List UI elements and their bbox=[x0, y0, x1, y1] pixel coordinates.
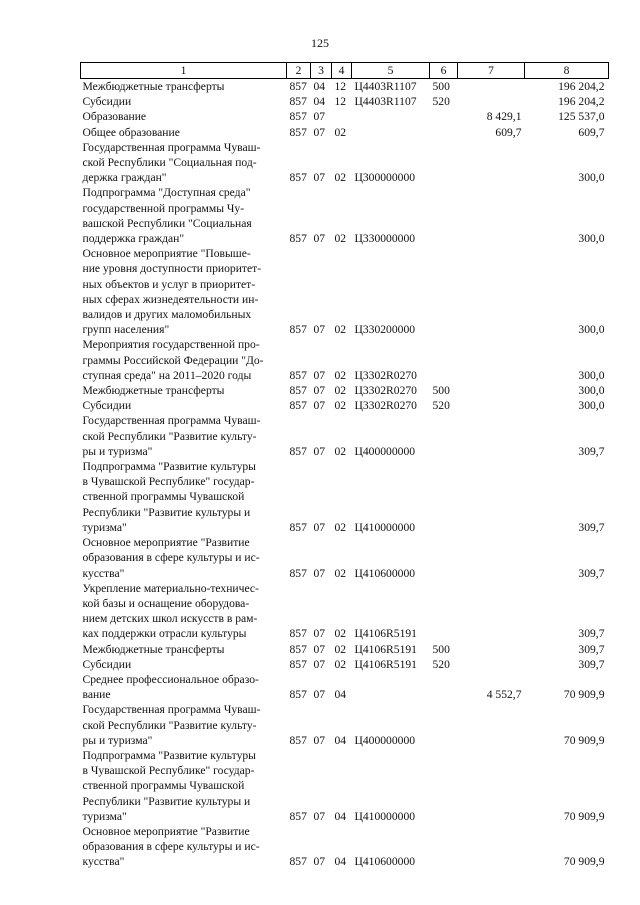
expense-type-code bbox=[430, 337, 458, 383]
row-name: Подпрограмма "Доступная среда" государственной программы Чу- вашской Республики "Социальная поддержка граждан" bbox=[82, 186, 252, 246]
row-name: Основное мероприятие "Развитие образования в сфере культуры и ис- кусства" bbox=[82, 824, 260, 869]
total-amount: 309,7 bbox=[578, 566, 605, 580]
subsection-code: 02 bbox=[334, 627, 347, 641]
section-code: 07 bbox=[313, 733, 326, 747]
expense-type-code bbox=[430, 748, 458, 824]
expense-type-code bbox=[430, 459, 458, 535]
total-amount: 609,7 bbox=[578, 125, 605, 139]
subsection-code: 04 bbox=[334, 855, 347, 869]
chapter-code: 857 bbox=[289, 232, 307, 246]
row-name: Государственная программа Чуваш- ской Республики "Развитие культу- ры и туризма" bbox=[82, 414, 261, 458]
chapter-code: 857 bbox=[289, 809, 307, 823]
subsection-code: 02 bbox=[334, 323, 347, 337]
target-article-code: Ц4106R5191 bbox=[354, 627, 417, 641]
total-amount: 300,0 bbox=[578, 232, 605, 246]
change-amount bbox=[458, 79, 525, 95]
expense-type-code bbox=[430, 672, 458, 702]
chapter-code: 857 bbox=[289, 627, 307, 641]
change-amount bbox=[458, 642, 525, 657]
table-row bbox=[81, 398, 609, 413]
total-amount: 300,0 bbox=[578, 384, 605, 398]
change-amount bbox=[458, 383, 525, 398]
chapter-code: 857 bbox=[289, 171, 307, 185]
chapter-code: 857 bbox=[289, 688, 307, 702]
chapter-code: 857 bbox=[289, 444, 307, 458]
total-amount: 196 204,2 bbox=[558, 95, 605, 109]
table-row bbox=[81, 824, 609, 870]
target-article-code: Ц4403R1107 bbox=[354, 80, 417, 93]
row-name: Мероприятия государственной про- граммы Российской Федерации "До- ступная среда" на 2011–2020 годы bbox=[82, 338, 264, 382]
table-row bbox=[81, 109, 609, 124]
target-article-code: Ц410000000 bbox=[354, 520, 416, 534]
chapter-code: 857 bbox=[289, 125, 307, 139]
header-cell: 5 bbox=[352, 63, 430, 79]
change-amount bbox=[458, 748, 525, 824]
change-amount bbox=[458, 337, 525, 383]
change-amount bbox=[458, 581, 525, 642]
row-name: Межбюджетные трансферты bbox=[82, 384, 225, 398]
section-code: 07 bbox=[313, 323, 326, 337]
row-name: Межбюджетные трансферты bbox=[82, 80, 225, 93]
table-row bbox=[81, 459, 609, 535]
table-body bbox=[81, 79, 609, 870]
row-name: Основное мероприятие "Развитие образования в сфере культуры и ис- кусства" bbox=[82, 536, 260, 580]
row-name: Общее образование bbox=[82, 125, 180, 139]
chapter-code: 857 bbox=[289, 657, 307, 671]
target-article-code: Ц410000000 bbox=[354, 809, 416, 823]
row-name: Межбюджетные трансферты bbox=[82, 642, 225, 656]
section-code: 04 bbox=[313, 80, 326, 93]
subsection-code bbox=[332, 109, 352, 124]
table-row bbox=[81, 94, 609, 109]
table-row bbox=[81, 185, 609, 246]
table-row bbox=[81, 535, 609, 581]
table-row bbox=[81, 581, 609, 642]
expense-type-code bbox=[430, 140, 458, 186]
total-amount: 309,7 bbox=[578, 520, 605, 534]
target-article-code: Ц400000000 bbox=[354, 444, 416, 458]
section-code: 07 bbox=[313, 657, 326, 671]
subsection-code: 04 bbox=[334, 733, 347, 747]
subsection-code: 04 bbox=[334, 688, 347, 702]
chapter-code: 857 bbox=[289, 399, 307, 413]
subsection-code: 02 bbox=[334, 444, 347, 458]
section-code: 07 bbox=[313, 171, 326, 185]
total-amount: 125 537,0 bbox=[558, 110, 605, 124]
section-code: 07 bbox=[313, 520, 326, 534]
target-article-code: Ц410600000 bbox=[354, 855, 416, 869]
section-code: 07 bbox=[313, 444, 326, 458]
subsection-code: 02 bbox=[334, 399, 347, 413]
subsection-code: 02 bbox=[334, 125, 347, 139]
section-code: 07 bbox=[313, 642, 326, 656]
section-code: 07 bbox=[313, 232, 326, 246]
chapter-code: 857 bbox=[289, 110, 307, 124]
header-cell: 8 bbox=[525, 63, 609, 79]
expense-type-code: 500 bbox=[432, 642, 450, 656]
target-article-code: Ц300000000 bbox=[354, 171, 416, 185]
page-number: 125 bbox=[311, 36, 329, 50]
target-article-code: Ц3302R0270 bbox=[354, 384, 417, 398]
chapter-code: 857 bbox=[289, 855, 307, 869]
subsection-code: 02 bbox=[334, 657, 347, 671]
subsection-code: 02 bbox=[334, 566, 347, 580]
row-name: Субсидии bbox=[82, 399, 132, 413]
target-article-code: Ц400000000 bbox=[354, 733, 416, 747]
total-amount: 300,0 bbox=[578, 171, 605, 185]
subsection-code: 02 bbox=[334, 232, 347, 246]
expense-type-code bbox=[430, 535, 458, 581]
expense-type-code bbox=[430, 185, 458, 246]
total-amount: 309,7 bbox=[578, 642, 605, 656]
header-cell: 3 bbox=[311, 63, 332, 79]
expense-type-code bbox=[430, 581, 458, 642]
section-code: 07 bbox=[313, 368, 326, 382]
expense-type-code: 520 bbox=[432, 657, 450, 671]
change-amount bbox=[458, 94, 525, 109]
change-amount bbox=[458, 535, 525, 581]
row-name: Основное мероприятие "Повыше- ние уровня доступности приоритет- ных объектов и услуг в приоритет- ных сферах жизнедеятельности ин- валидов и других маломобильных групп населения" bbox=[82, 247, 262, 337]
target-article-code: Ц330000000 bbox=[354, 232, 416, 246]
target-article-code bbox=[352, 109, 430, 124]
total-amount: 196 204,2 bbox=[558, 80, 605, 93]
chapter-code: 857 bbox=[289, 642, 307, 656]
chapter-code: 857 bbox=[289, 80, 307, 93]
chapter-code: 857 bbox=[289, 384, 307, 398]
section-code: 07 bbox=[313, 855, 326, 869]
change-amount bbox=[458, 140, 525, 186]
section-code: 04 bbox=[313, 95, 326, 109]
table-row bbox=[81, 413, 609, 459]
table-row bbox=[81, 672, 609, 702]
table-row bbox=[81, 79, 609, 95]
total-amount: 309,7 bbox=[578, 657, 605, 671]
expense-type-code: 500 bbox=[432, 80, 450, 93]
row-name: Субсидии bbox=[82, 95, 132, 109]
expense-type-code: 500 bbox=[432, 384, 450, 398]
row-name: Образование bbox=[82, 110, 147, 124]
target-article-code: Ц330200000 bbox=[354, 323, 416, 337]
budget-table bbox=[80, 62, 609, 870]
change-amount: 4 552,7 bbox=[486, 688, 522, 702]
table-row bbox=[81, 246, 609, 337]
total-amount: 309,7 bbox=[578, 444, 605, 458]
subsection-code: 12 bbox=[334, 80, 347, 93]
chapter-code: 857 bbox=[289, 733, 307, 747]
target-article-code: Ц4106R5191 bbox=[354, 657, 417, 671]
expense-type-code bbox=[430, 125, 458, 140]
subsection-code: 02 bbox=[334, 368, 347, 382]
expense-type-code bbox=[430, 702, 458, 748]
section-code: 07 bbox=[313, 125, 326, 139]
chapter-code: 857 bbox=[289, 95, 307, 109]
change-amount bbox=[458, 398, 525, 413]
row-name: Подпрограмма "Развитие культуры в Чувашской Республике" государ- ственной программы Чувашской Республики "Развитие культуры и туризма" bbox=[82, 460, 256, 534]
header-cell: 6 bbox=[430, 63, 458, 79]
target-article-code: Ц4106R5191 bbox=[354, 642, 417, 656]
chapter-code: 857 bbox=[289, 368, 307, 382]
subsection-code: 04 bbox=[334, 809, 347, 823]
total-amount: 300,0 bbox=[578, 368, 605, 382]
total-amount: 70 909,9 bbox=[563, 688, 605, 702]
subsection-code: 12 bbox=[334, 95, 347, 109]
change-amount: 609,7 bbox=[495, 125, 522, 139]
table-header-row bbox=[81, 63, 609, 79]
total-amount: 300,0 bbox=[578, 399, 605, 413]
target-article-code: Ц3302R0270 bbox=[354, 368, 417, 382]
section-code: 07 bbox=[313, 688, 326, 702]
change-amount bbox=[458, 185, 525, 246]
header-cell: 7 bbox=[458, 63, 525, 79]
table-row bbox=[81, 702, 609, 748]
total-amount: 309,7 bbox=[578, 627, 605, 641]
expense-type-code: 520 bbox=[432, 95, 450, 109]
header-cell: 4 bbox=[332, 63, 352, 79]
section-code: 07 bbox=[313, 399, 326, 413]
expense-type-code bbox=[430, 246, 458, 337]
target-article-code bbox=[352, 672, 430, 702]
table-row bbox=[81, 337, 609, 383]
section-code: 07 bbox=[313, 809, 326, 823]
chapter-code: 857 bbox=[289, 520, 307, 534]
change-amount bbox=[458, 824, 525, 870]
row-name: Государственная программа Чуваш- ской Республики "Развитие культу- ры и туризма" bbox=[82, 703, 261, 747]
chapter-code: 857 bbox=[289, 323, 307, 337]
section-code: 07 bbox=[313, 110, 326, 124]
row-name: Подпрограмма "Развитие культуры в Чувашской Республике" государ- ственной программы Чувашской Республики "Развитие культуры и туризма" bbox=[82, 748, 256, 823]
subsection-code: 02 bbox=[334, 520, 347, 534]
change-amount bbox=[458, 246, 525, 337]
section-code: 07 bbox=[313, 384, 326, 398]
table-row bbox=[81, 748, 609, 824]
subsection-code: 02 bbox=[334, 384, 347, 398]
expense-type-code bbox=[430, 109, 458, 124]
table-row bbox=[81, 140, 609, 186]
section-code: 07 bbox=[313, 627, 326, 641]
change-amount: 8 429,1 bbox=[486, 110, 522, 124]
header-cell: 2 bbox=[287, 63, 311, 79]
subsection-code: 02 bbox=[334, 171, 347, 185]
target-article-code bbox=[352, 125, 430, 140]
row-name: Государственная программа Чуваш- ской Республики "Социальная под- держка граждан" bbox=[82, 140, 261, 185]
target-article-code: Ц4403R1107 bbox=[354, 95, 417, 109]
change-amount bbox=[458, 459, 525, 535]
expense-type-code bbox=[430, 413, 458, 459]
change-amount bbox=[458, 413, 525, 459]
table-row bbox=[81, 642, 609, 657]
total-amount: 70 909,9 bbox=[563, 733, 605, 747]
target-article-code: Ц410600000 bbox=[354, 566, 416, 580]
table-row bbox=[81, 125, 609, 140]
row-name: Укрепление материально-техничес- кой базы и оснащение оборудова- нием детских школ искусств в рам- ках поддержки отрасли культуры bbox=[82, 581, 259, 641]
chapter-code: 857 bbox=[289, 566, 307, 580]
change-amount bbox=[458, 657, 525, 672]
subsection-code: 02 bbox=[334, 642, 347, 656]
change-amount bbox=[458, 702, 525, 748]
target-article-code: Ц3302R0270 bbox=[354, 399, 417, 413]
expense-type-code bbox=[430, 824, 458, 870]
table-row bbox=[81, 383, 609, 398]
total-amount: 70 909,9 bbox=[563, 809, 605, 823]
section-code: 07 bbox=[313, 566, 326, 580]
header-cell: 1 bbox=[81, 63, 287, 79]
total-amount: 70 909,9 bbox=[563, 855, 605, 869]
table-row bbox=[81, 657, 609, 672]
row-name: Субсидии bbox=[82, 657, 132, 671]
row-name: Среднее профессиональное образо- вание bbox=[82, 672, 259, 702]
expense-type-code: 520 bbox=[432, 399, 450, 413]
total-amount: 300,0 bbox=[578, 323, 605, 337]
